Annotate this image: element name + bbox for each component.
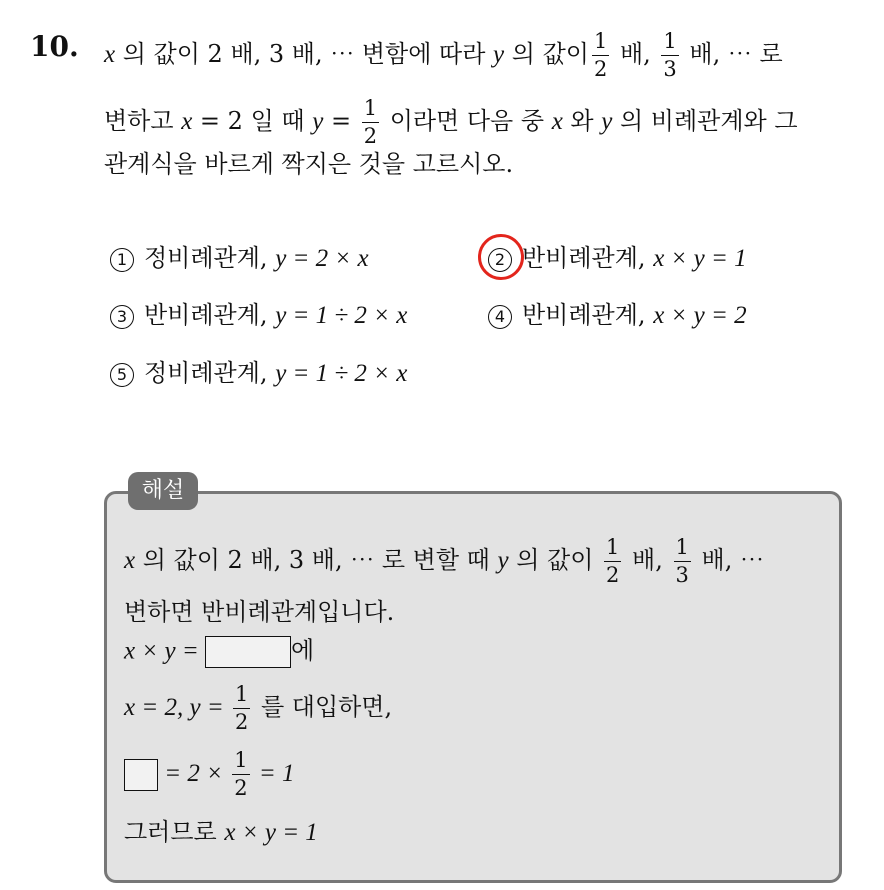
option-2[interactable]: 2 반비례관계, x × y = 1 [488, 246, 747, 272]
fraction-one-half: $\frac{1}{2}$ [606, 535, 620, 587]
fraction-one-half: $\frac{1}{2}$ [234, 748, 248, 800]
fraction-one-half: $\frac{1}{2}$ [363, 96, 378, 148]
solution-line-5: = 2 × $\frac{1}{2}$ = 1 [124, 750, 295, 799]
question-line-3: 관계식을 바르게 짝지은 것을 고르시오. [104, 150, 514, 178]
fraction-one-third: $\frac{1}{3}$ [663, 29, 677, 81]
option-3[interactable]: 3 반비례관계, y = 1 ÷ 2 × x [110, 303, 407, 329]
solution-tab-label: 해설 [128, 472, 198, 510]
fraction-one-half: $\frac{1}{2}$ [234, 682, 249, 734]
question-number: 10. [30, 30, 79, 63]
solution-line-6: 그러므로 x × y = 1 [124, 818, 318, 846]
answer-blank-box [124, 759, 158, 791]
solution-line-2: 변하면 반비례관계입니다. [124, 598, 395, 626]
option-4[interactable]: 4 반비례관계, x × y = 2 [488, 303, 747, 329]
solution-line-4: x = 2, y = $\frac{1}{2}$ 를 대입하면, [124, 682, 393, 734]
fraction-one-third: $\frac{1}{3}$ [675, 535, 689, 587]
answer-blank-box [205, 636, 291, 668]
option-5[interactable]: 5 정비례관계, y = 1 ÷ 2 × x [110, 361, 407, 387]
question-line-2: 변하고 x = 2 일 때 y = $\frac{1}{2}$ 이라면 다음 중 x 와 y 의 비례관계와 그 [104, 96, 798, 148]
solution-line-1: x 의 값이 2 배, 3 배, ⋯ 로 변할 때 y 의 값이 $\frac{1}{2}$ 배, $\frac{1}{3}$ 배, ⋯ [124, 535, 764, 587]
question-line-1: x 의 값이 2 배, 3 배, ⋯ 변함에 따라 y 의 값이 $\frac{1}{2}$ 배, $\frac{1}{3}$ 배, ⋯ 로 [104, 29, 783, 81]
fraction-one-half: $\frac{1}{2}$ [593, 29, 608, 81]
answer-mark-circle [478, 234, 524, 280]
option-1[interactable]: 1 정비례관계, y = 2 × x [110, 246, 369, 272]
solution-line-3: x × y = 에 [124, 636, 314, 668]
